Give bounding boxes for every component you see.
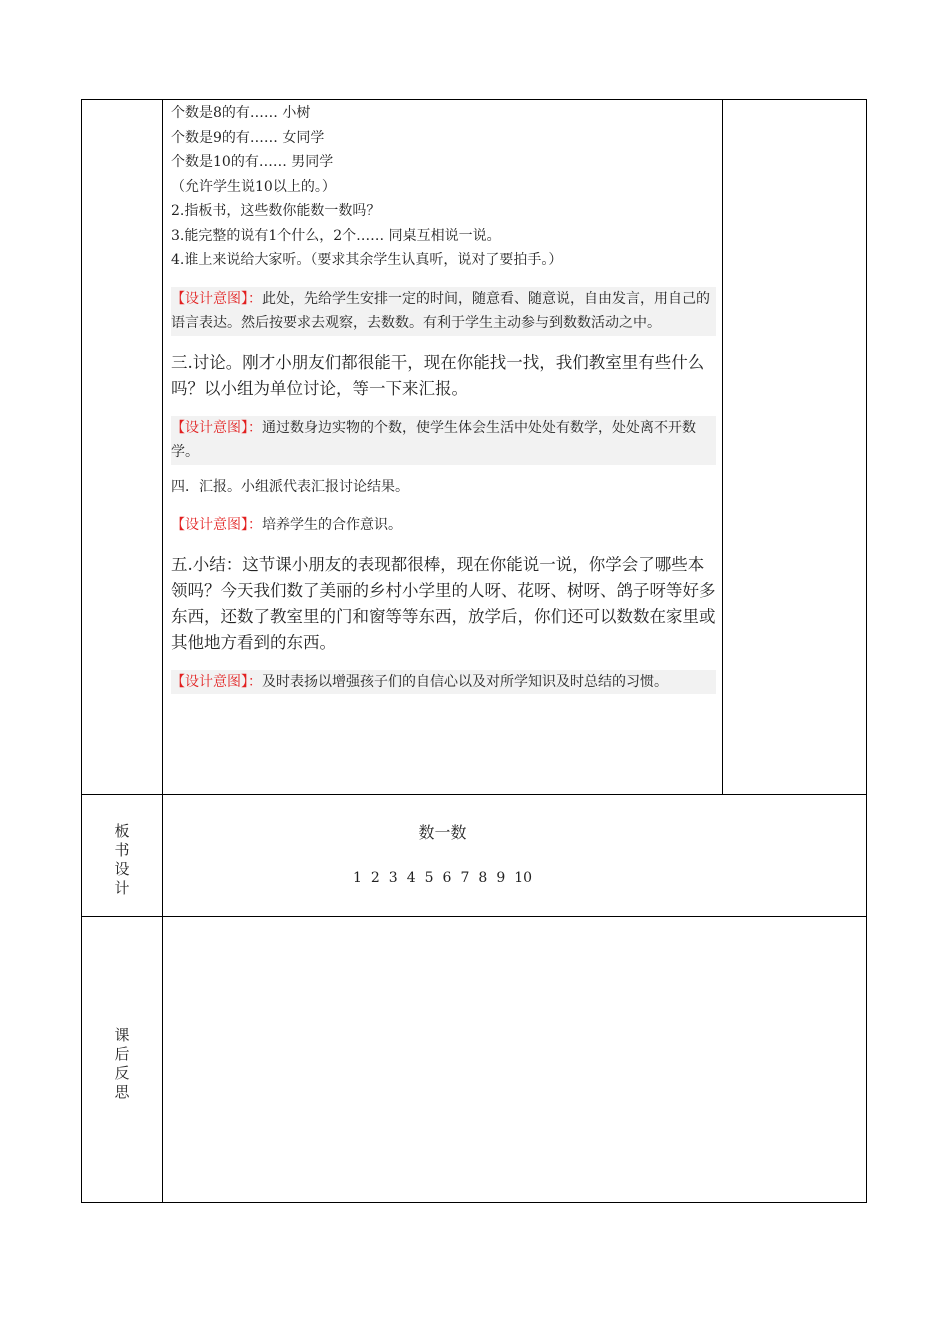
board-title: 数一数 bbox=[418, 823, 467, 842]
board-number: 10 bbox=[514, 870, 533, 886]
board-number: 3 bbox=[388, 870, 398, 886]
board-number: 6 bbox=[442, 870, 452, 886]
design-intent-text: 及时表扬以增强孩子们的自信心以及对所学知识及时总结的习惯。 bbox=[262, 673, 668, 690]
design-intent-1 bbox=[171, 287, 716, 336]
column-divider-right bbox=[722, 99, 723, 794]
design-intent-label: 【设计意图】： bbox=[171, 517, 262, 533]
teaching-process-cell bbox=[171, 101, 716, 694]
board-number: 8 bbox=[478, 870, 488, 886]
step-line: 2.指板书，这些数你能数一数吗？ bbox=[171, 203, 381, 219]
design-intent-2 bbox=[171, 416, 716, 465]
design-intent-label: 【设计意图】： bbox=[171, 290, 262, 307]
reflection-label: 课 后 反 思 bbox=[114, 1026, 130, 1101]
step-line: 个数是10的有…… 男同学 bbox=[171, 154, 334, 170]
design-intent-3 bbox=[171, 513, 716, 538]
step-line: （允许学生说10以上的。） bbox=[171, 178, 336, 195]
board-number: 5 bbox=[424, 870, 434, 886]
design-intent-text: 通过数身边实物的个数，使学生体会生活中处处有数学，处处离不开数学。 bbox=[171, 419, 696, 460]
design-intent-label: 【设计意图】： bbox=[171, 673, 262, 690]
board-number: 1 bbox=[352, 870, 362, 886]
board-numbers bbox=[163, 870, 722, 886]
step-line: 个数是9的有…… 女同学 bbox=[171, 129, 325, 146]
design-intent-text: 此处，先给学生安排一定的时间，随意看、随意说，自由发言，用自己的语言表达。然后按要求去观察，去数数。有利于学生主动参与到数数活动之中。 bbox=[171, 290, 710, 331]
design-intent-label: 【设计意图】： bbox=[171, 419, 262, 436]
row-divider-1 bbox=[81, 794, 867, 795]
step-line: 个数是8的有…… 小树 bbox=[171, 105, 311, 121]
design-intent-4 bbox=[171, 670, 716, 695]
board-number: 9 bbox=[496, 870, 506, 886]
row-divider-2 bbox=[81, 916, 867, 917]
step-line: 4.谁上来说给大家听。（要求其余学生认真听，说对了要拍手。） bbox=[171, 252, 563, 268]
step-line: 3.能完整的说有1个什么，2个…… 同桌互相说一说。 bbox=[171, 227, 501, 244]
section-summary: 五.小结：这节课小朋友的表现都很棒，现在你能说一说，你学会了哪些本领吗？今天我们数了美丽的乡村小学里的人呀、花呀、树呀、鸽子呀等好多东西，还数了教室里的门和窗等等东西，放学后，你们还可以数数在家里或其他地方看到的东西。 bbox=[171, 554, 716, 652]
design-intent-text: 培养学生的合作意识。 bbox=[262, 517, 402, 533]
board-number: 4 bbox=[406, 870, 416, 886]
section-report: 四．汇报。小组派代表汇报讨论结果。 bbox=[171, 478, 409, 495]
board-design-label: 板 书 设 计 bbox=[114, 822, 130, 897]
board-number: 2 bbox=[370, 870, 380, 886]
column-divider-left bbox=[162, 99, 163, 1203]
board-number: 7 bbox=[460, 870, 470, 886]
section-discuss: 三.讨论。刚才小朋友们都很能干，现在你能找一找，我们教室里有些什么吗？以小组为单位讨论，等一下来汇报。 bbox=[171, 352, 705, 398]
